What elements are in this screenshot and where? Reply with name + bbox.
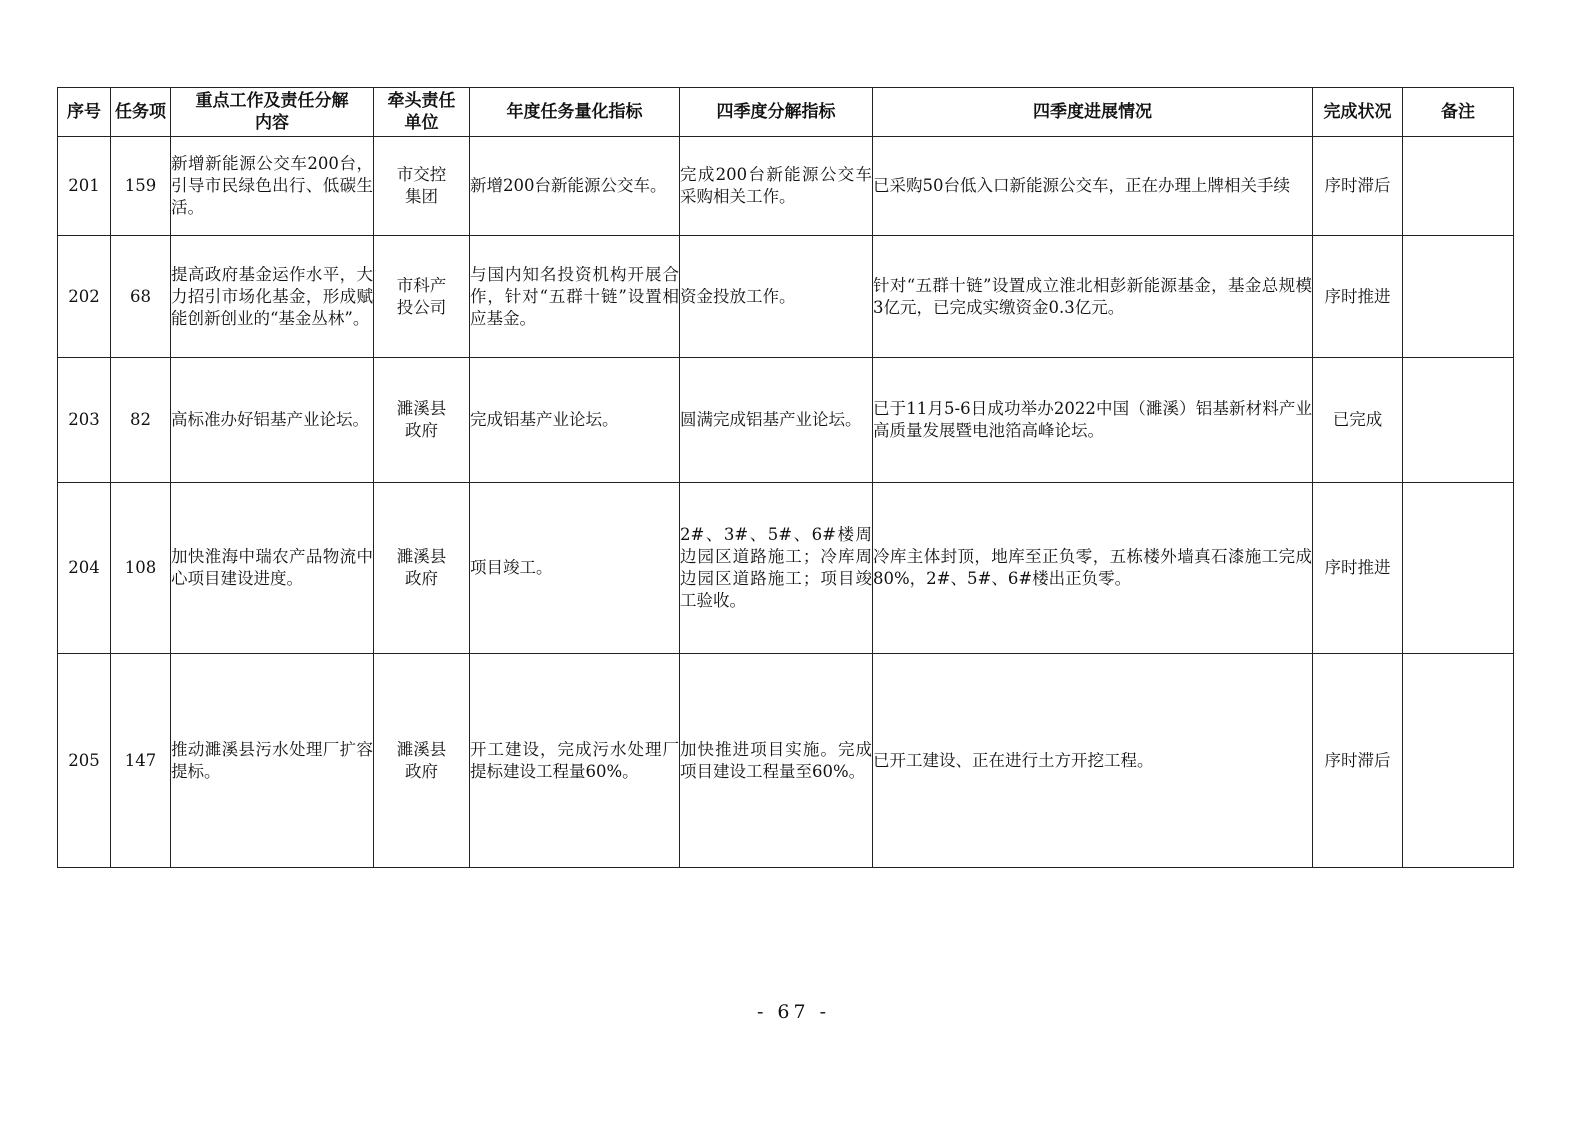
cell-key-work: 加快淮海中瑞农产品物流中心项目建设进度。 [171,483,374,654]
lead-unit-line: 濉溪县 [396,399,447,418]
lead-unit-line: 政府 [405,761,438,781]
header-task: 任务项 [111,88,171,137]
cell-q4-progress: 已开工建设、正在进行土方开挖工程。 [873,654,1313,868]
cell-annual-target: 项目竣工。 [470,483,680,654]
lead-unit-line: 政府 [405,569,438,588]
cell-key-work: 高标准办好铝基产业论坛。 [171,358,374,483]
header-status: 完成状况 [1313,88,1403,137]
cell-key-work: 提高政府基金运作水平，大力招引市场化基金，形成赋能创新创业的“基金丛林”。 [171,236,374,358]
cell-key-work: 新增新能源公交车200台，引导市民绿色出行、低碳生活。 [171,137,374,236]
header-q4-progress: 四季度进展情况 [873,88,1313,137]
cell-lead-unit [374,358,470,483]
cell-lead-unit [374,137,470,236]
header-lead-unit: 牵头责任单位 [374,88,470,137]
header-annual-target: 年度任务量化指标 [470,88,680,137]
cell-lead-unit [374,654,470,868]
cell-lead-unit [374,483,470,654]
cell-status: 序时滞后 [1313,137,1403,236]
cell-task: 147 [111,654,171,868]
cell-lead-unit [374,236,470,358]
cell-q4-progress: 已采购50台低入口新能源公交车，正在办理上牌相关手续 [873,137,1313,236]
cell-q4-target: 2#、3#、5#、6#楼周边园区道路施工；冷库周边园区道路施工；项目竣工验收。 [680,483,873,654]
lead-unit-line: 政府 [405,421,438,440]
table-header-row [58,88,1514,137]
cell-q4-progress: 冷库主体封顶，地库至正负零，五栋楼外墙真石漆施工完成80%，2#、5#、6#楼出正负零。 [873,483,1313,654]
cell-seq: 201 [58,137,111,236]
header-q4-target: 四季度分解指标 [680,88,873,137]
lead-unit-line: 集团 [405,187,438,206]
header-key-work: 重点工作及责任分解内容 [171,88,374,137]
lead-unit-line: 投公司 [396,297,447,317]
cell-seq: 204 [58,483,111,654]
table-row [58,483,1514,654]
cell-remarks [1403,654,1514,868]
cell-seq: 203 [58,358,111,483]
cell-annual-target: 与国内知名投资机构开展合作，针对“五群十链”设置相应基金。 [470,236,680,358]
cell-status: 已完成 [1313,358,1403,483]
lead-unit-line: 市科产 [396,275,447,295]
table-row [58,236,1514,358]
cell-seq: 202 [58,236,111,358]
cell-seq: 205 [58,654,111,868]
lead-unit-line: 濉溪县 [396,739,447,759]
page-number: - 67 - [756,1001,831,1023]
cell-annual-target: 完成铝基产业论坛。 [470,358,680,483]
cell-status: 序时推进 [1313,236,1403,358]
cell-status: 序时推进 [1313,483,1403,654]
cell-task: 108 [111,483,171,654]
cell-task: 82 [111,358,171,483]
cell-remarks [1403,236,1514,358]
lead-unit-line: 市交控 [396,165,447,184]
table-row [58,358,1514,483]
header-seq: 序号 [58,88,111,137]
cell-q4-target: 完成200台新能源公交车采购相关工作。 [680,137,873,236]
task-progress-table [57,87,1514,868]
cell-status: 序时滞后 [1313,654,1403,868]
cell-q4-progress: 已于11月5-6日成功举办2022中国（濉溪）铝基新材料产业高质量发展暨电池箔高峰论坛。 [873,358,1313,483]
cell-annual-target: 开工建设，完成污水处理厂提标建设工程量60%。 [470,654,680,868]
table-row [58,654,1514,868]
cell-q4-target: 资金投放工作。 [680,236,873,358]
cell-key-work: 推动濉溪县污水处理厂扩容提标。 [171,654,374,868]
cell-annual-target: 新增200台新能源公交车。 [470,137,680,236]
cell-remarks [1403,358,1514,483]
table-row [58,137,1514,236]
header-remarks: 备注 [1403,88,1514,137]
cell-remarks [1403,483,1514,654]
cell-task: 68 [111,236,171,358]
cell-q4-target: 圆满完成铝基产业论坛。 [680,358,873,483]
lead-unit-line: 濉溪县 [396,547,447,566]
cell-task: 159 [111,137,171,236]
cell-q4-progress: 针对“五群十链”设置成立淮北相彭新能源基金，基金总规模3亿元，已完成实缴资金0.3亿元。 [873,236,1313,358]
cell-q4-target: 加快推进项目实施。完成项目建设工程量至60%。 [680,654,873,868]
cell-remarks [1403,137,1514,236]
